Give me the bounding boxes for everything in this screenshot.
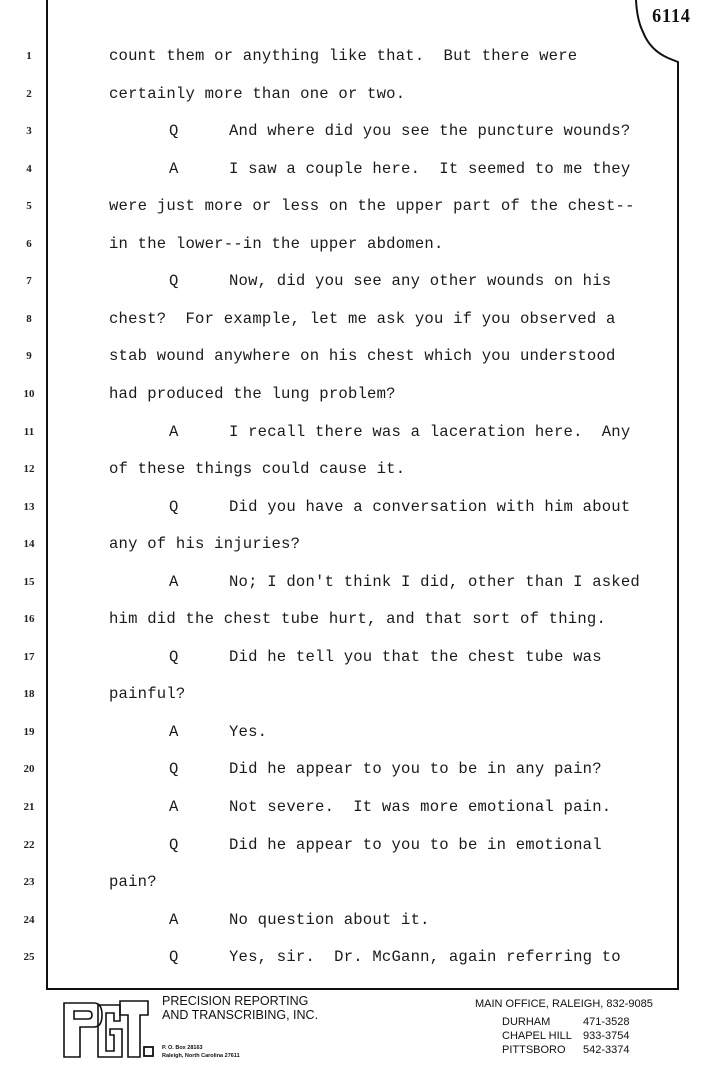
- speaker-label: Q: [169, 647, 179, 666]
- speaker-label: Q: [169, 497, 179, 516]
- transcript-line: No; I don't think I did, other than I asked: [229, 572, 640, 591]
- transcript-line: Did he appear to you to be in emotional: [229, 835, 602, 854]
- company-name-line1: PRECISION REPORTING: [162, 994, 309, 1008]
- speaker-label: Q: [169, 122, 179, 141]
- line-number: 15: [23, 575, 35, 588]
- line-number: 12: [23, 463, 35, 476]
- speaker-label: A: [169, 798, 179, 816]
- speaker-label: Q: [169, 760, 179, 779]
- transcript-line: Did he appear to you to be in any pain?: [229, 760, 602, 779]
- transcript-line: Not severe. It was more emotional pain.: [229, 798, 612, 816]
- speaker-label: A: [169, 722, 179, 741]
- branch-phone: 933-3754: [583, 1030, 630, 1042]
- transcript-line: Did he tell you that the chest tube was: [229, 647, 602, 666]
- line-number: 16: [23, 613, 35, 626]
- line-number: 25: [23, 951, 35, 964]
- branch-phone: 471-3528: [583, 1016, 630, 1028]
- company-name-line2: AND TRANSCRIBING, INC.: [162, 1008, 319, 1022]
- transcript-line: No question about it.: [229, 910, 430, 929]
- transcript-line: Did you have a conversation with him about: [229, 497, 631, 516]
- line-number: 2: [26, 87, 32, 100]
- line-number: 19: [23, 725, 35, 738]
- speaker-label: Q: [169, 835, 179, 854]
- transcript-line: I saw a couple here. It seemed to me they: [229, 159, 631, 178]
- line-number: 5: [26, 200, 32, 213]
- transcript-line: of these things could cause it.: [109, 460, 406, 479]
- line-number: 24: [23, 913, 35, 926]
- transcript-line: Yes.: [229, 722, 268, 741]
- line-number: 3: [26, 125, 32, 138]
- transcript-line: in the lower--in the upper abdomen.: [109, 234, 444, 253]
- transcript-line: stab wound anywhere on his chest which you understood: [109, 347, 616, 366]
- pt-logo: [60, 995, 155, 1061]
- line-number: 14: [23, 538, 35, 551]
- address-line2: Raleigh, North Carolina 27611: [162, 1053, 240, 1059]
- transcript-line: certainly more than one or two.: [109, 84, 406, 103]
- company-address: [162, 1044, 240, 1060]
- line-number: 18: [23, 688, 35, 701]
- speaker-label: Q: [169, 272, 179, 291]
- line-number: 22: [23, 838, 35, 851]
- transcript-line: count them or anything like that. But there were: [109, 47, 578, 65]
- transcript-line: Yes, sir. Dr. McGann, again referring to: [229, 948, 621, 967]
- address-line1: P. O. Box 28163: [162, 1045, 203, 1051]
- transcript-line: any of his injuries?: [109, 535, 301, 554]
- line-number: 1: [26, 50, 32, 62]
- line-number: 20: [23, 763, 35, 776]
- branch-city: PITTSBORO: [502, 1044, 566, 1056]
- speaker-label: A: [169, 422, 179, 441]
- main-office: MAIN OFFICE, RALEIGH, 832-9085: [475, 998, 653, 1010]
- line-number: 6: [26, 237, 32, 250]
- line-number: 21: [23, 801, 35, 813]
- page-number: 6114: [652, 5, 691, 27]
- speaker-label: Q: [169, 948, 179, 967]
- line-number: 8: [26, 312, 32, 325]
- transcript-line: chest? For example, let me ask you if you observed a: [109, 309, 616, 328]
- line-number: 4: [26, 162, 32, 175]
- line-number: 7: [26, 275, 32, 288]
- line-number: 10: [23, 387, 35, 400]
- speaker-label: A: [169, 159, 179, 178]
- line-number: 23: [23, 876, 35, 889]
- branch-phone: 542-3374: [583, 1044, 630, 1056]
- branch-city: CHAPEL HILL: [502, 1030, 572, 1042]
- transcript-line: Now, did you see any other wounds on his: [229, 272, 612, 291]
- transcript-line: pain?: [109, 873, 157, 892]
- transcript-line: I recall there was a laceration here. Any: [229, 422, 631, 441]
- transcript-line: had produced the lung problem?: [109, 384, 396, 403]
- line-number: 9: [26, 350, 32, 363]
- branch-city: DURHAM: [502, 1016, 551, 1028]
- transcript-line: painful?: [109, 685, 186, 704]
- speaker-label: A: [169, 572, 179, 591]
- line-number: 11: [23, 425, 35, 438]
- transcript-line: him did the chest tube hurt, and that sort of thing.: [109, 610, 607, 629]
- line-number: 13: [23, 500, 35, 513]
- transcript-line: were just more or less on the upper part of the chest--: [109, 197, 635, 216]
- transcript-line: And where did you see the puncture wounds?: [229, 122, 631, 141]
- speaker-label: A: [169, 910, 179, 929]
- line-number: 17: [23, 650, 35, 663]
